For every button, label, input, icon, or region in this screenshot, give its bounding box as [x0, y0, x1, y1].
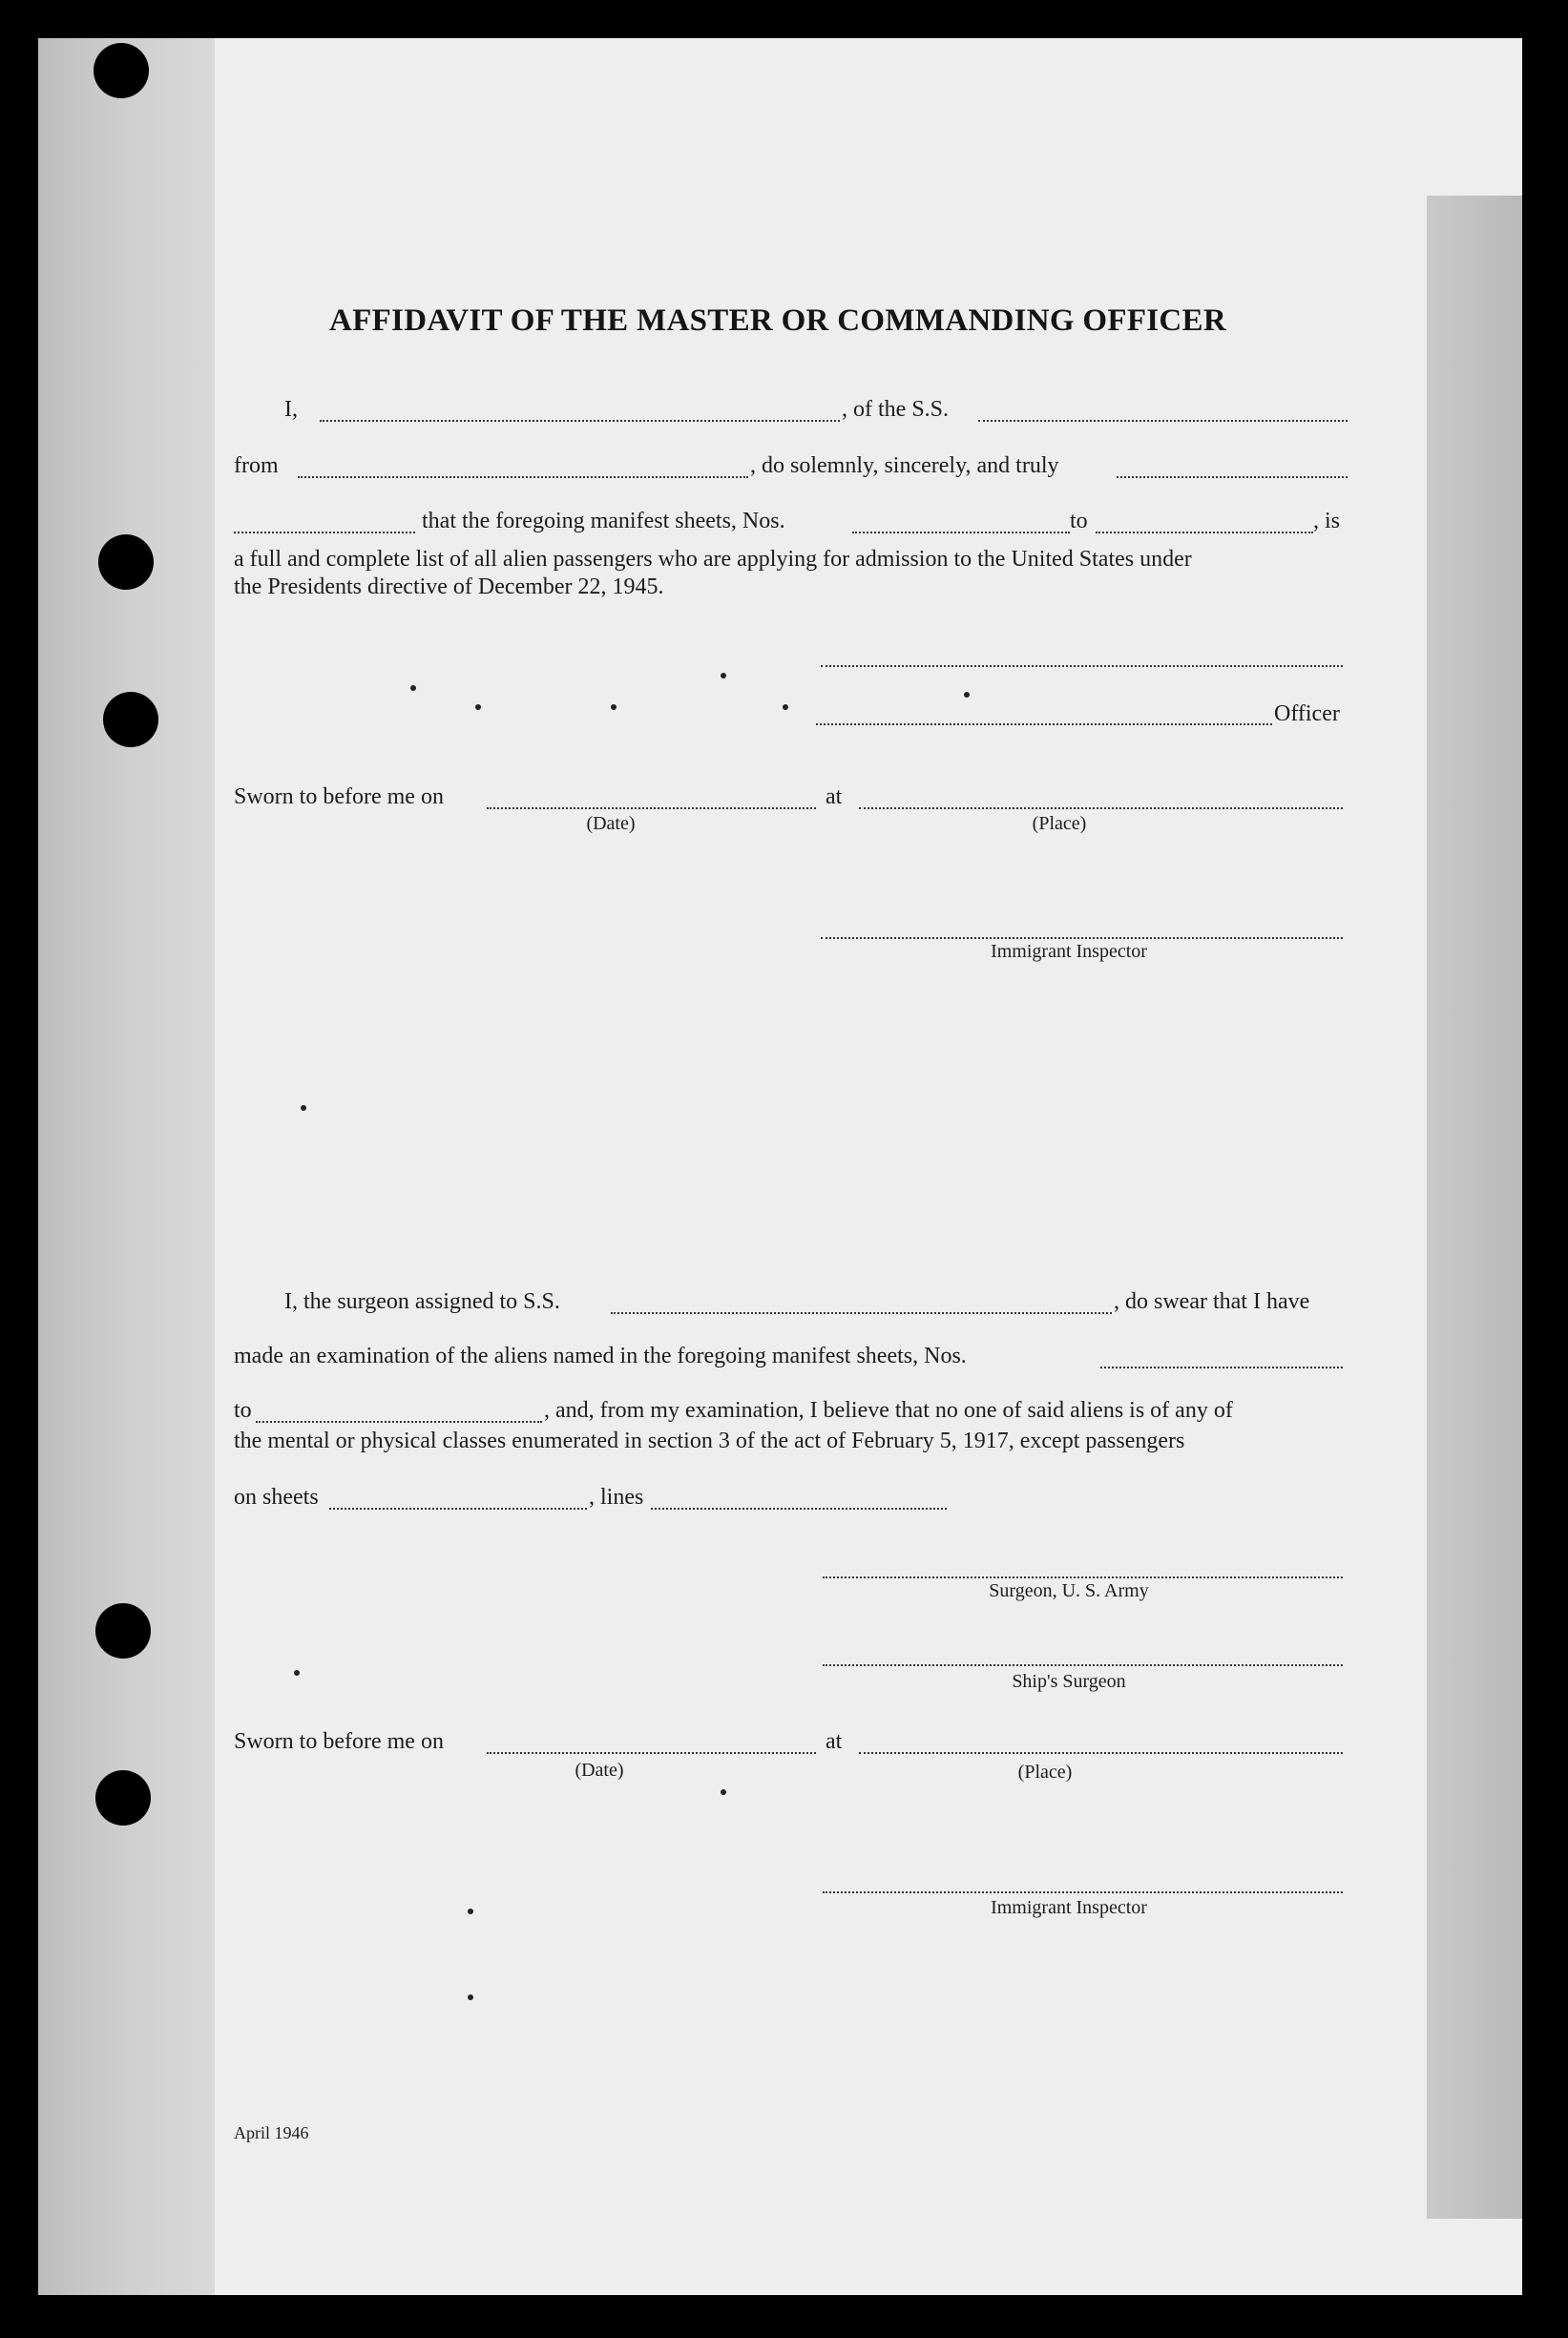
- ink-speck: [410, 685, 416, 691]
- place-caption: (Place): [1032, 813, 1087, 834]
- inspector-caption: Immigrant Inspector: [991, 941, 1147, 962]
- punch-hole: [95, 1603, 151, 1659]
- declaration-field[interactable]: [1117, 476, 1348, 478]
- left-margin-shadow: [38, 38, 215, 2295]
- belief-label: , and, from my examination, I believe that no one of said aliens is of any of: [544, 1398, 1233, 1423]
- statement-line-1: a full and complete list of all alien passengers who are applying for admission to the United States under: [234, 547, 1192, 572]
- right-margin-shadow: [1427, 196, 1522, 2219]
- master-statement: [234, 546, 1341, 601]
- ink-speck: [611, 704, 617, 710]
- swear-label: , do swear that I have: [1114, 1289, 1310, 1314]
- i-label: I,: [284, 397, 298, 422]
- of-ss-label: , of the S.S.: [842, 397, 950, 422]
- from-port-field[interactable]: [298, 476, 748, 478]
- ink-speck: [721, 673, 726, 678]
- surgeon-date-caption: (Date): [575, 1760, 624, 1781]
- ink-speck: [964, 692, 970, 698]
- surgeon-at-label: at: [826, 1729, 843, 1754]
- surgeon-ship-field[interactable]: [611, 1312, 1112, 1314]
- ships-surgeon-signature-line[interactable]: [823, 1664, 1343, 1666]
- surgeon-inspector-signature-line[interactable]: [823, 1891, 1343, 1893]
- punch-hole: [94, 43, 149, 98]
- signature-line[interactable]: [821, 665, 1343, 667]
- exam-sheet-to-field[interactable]: [256, 1421, 542, 1423]
- sheets-label: on sheets: [234, 1485, 319, 1510]
- ships-surgeon-caption: Ship's Surgeon: [1012, 1671, 1126, 1692]
- army-surgeon-signature-line[interactable]: [823, 1576, 1343, 1578]
- ink-speck: [468, 1994, 473, 2000]
- form-date: April 1946: [234, 2123, 309, 2142]
- punch-hole: [103, 692, 158, 747]
- sheet-to-field[interactable]: [1096, 532, 1313, 533]
- surgeon-intro-label: I, the surgeon assigned to S.S.: [284, 1289, 560, 1314]
- surgeon-to-label: to: [234, 1398, 252, 1423]
- surgeon-sworn-place-field[interactable]: [859, 1752, 1343, 1754]
- sheet-from-field[interactable]: [852, 532, 1070, 533]
- ink-speck: [294, 1670, 300, 1676]
- except-lines-field[interactable]: [651, 1508, 947, 1510]
- except-sheets-field[interactable]: [329, 1508, 587, 1510]
- exam-sheet-from-field[interactable]: [1100, 1367, 1343, 1368]
- at-label: at: [826, 784, 843, 809]
- sworn-place-field[interactable]: [859, 807, 1343, 809]
- surgeon-inspector-caption: Immigrant Inspector: [991, 1897, 1147, 1918]
- ink-speck: [301, 1105, 306, 1111]
- declaration-field-2[interactable]: [234, 532, 415, 533]
- exam-label: made an examination of the aliens named in the foregoing manifest sheets, Nos.: [234, 1344, 967, 1368]
- to-label: to: [1070, 509, 1088, 533]
- army-surgeon-caption: Surgeon, U. S. Army: [989, 1580, 1149, 1601]
- date-caption: (Date): [586, 813, 636, 834]
- statement-line-2: the Presidents directive of December 22, 1945.: [234, 574, 664, 599]
- master-name-field[interactable]: [320, 420, 840, 422]
- surgeon-place-caption: (Place): [1017, 1762, 1073, 1783]
- inspector-signature-line[interactable]: [821, 937, 1343, 939]
- page-title: AFFIDAVIT OF THE MASTER OR COMMANDING OFFICER: [329, 303, 1226, 338]
- punch-hole: [95, 1770, 151, 1826]
- sworn-date-field[interactable]: [487, 807, 816, 809]
- lines-label: , lines: [589, 1485, 644, 1510]
- ship-name-field[interactable]: [978, 420, 1348, 422]
- is-label: , is: [1313, 509, 1341, 533]
- classes-line: the mental or physical classes enumerated in section 3 of the act of February 5, 1917, except passengers: [234, 1429, 1185, 1453]
- ink-speck: [783, 704, 788, 710]
- from-label: from: [234, 453, 279, 478]
- punch-hole: [98, 534, 154, 590]
- manifest-label: that the foregoing manifest sheets, Nos.: [422, 509, 785, 533]
- officer-signature-line[interactable]: [816, 723, 1272, 725]
- ink-speck: [475, 704, 481, 710]
- document-page: [38, 38, 1522, 2295]
- ink-speck: [721, 1789, 726, 1795]
- surgeon-sworn-date-field[interactable]: [487, 1752, 816, 1754]
- surgeon-sworn-label: Sworn to before me on: [234, 1729, 444, 1754]
- sworn-label: Sworn to before me on: [234, 784, 444, 809]
- officer-label: Officer: [1274, 701, 1340, 726]
- solemnly-label: , do solemnly, sincerely, and truly: [750, 453, 1059, 478]
- ink-speck: [468, 1909, 473, 1914]
